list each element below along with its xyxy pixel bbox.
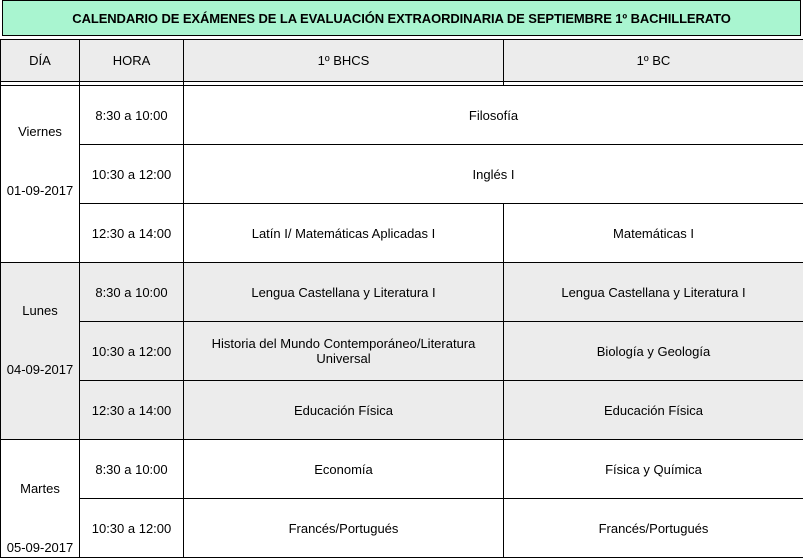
day-name: Viernes — [1, 124, 79, 139]
subject-cell-bhcs: Historia del Mundo Contemporáneo/Literatura Universal — [184, 322, 504, 381]
day-cell-martes — [1, 440, 80, 558]
subject-cell-bc: Física y Química — [504, 440, 803, 499]
time-cell: 8:30 a 10:00 — [80, 440, 184, 499]
subject-cell-bc: Lengua Castellana y Literatura I — [504, 263, 803, 322]
table-row — [1, 204, 803, 263]
day-date: 01-09-2017 — [1, 183, 79, 198]
subject-cell-bhcs: Francés/Portugués — [184, 499, 504, 558]
table-row — [1, 145, 803, 204]
subject-cell-bhcs: Economía — [184, 440, 504, 499]
time-cell: 10:30 a 12:00 — [80, 322, 184, 381]
table-row — [1, 263, 803, 322]
table-row — [1, 440, 803, 499]
table-row — [1, 381, 803, 440]
time-cell: 10:30 a 12:00 — [80, 145, 184, 204]
subject-cell-shared: Inglés I — [184, 145, 803, 204]
table-row — [1, 86, 803, 145]
time-cell: 10:30 a 12:00 — [80, 499, 184, 558]
subject-cell-bhcs: Latín I/ Matemáticas Aplicadas I — [184, 204, 504, 263]
day-date: 05-09-2017 — [1, 540, 79, 555]
time-cell: 12:30 a 14:00 — [80, 204, 184, 263]
time-cell: 12:30 a 14:00 — [80, 381, 184, 440]
exam-calendar-table — [0, 39, 803, 558]
header-day: DÍA — [1, 40, 80, 82]
table-row — [1, 322, 803, 381]
header-group-bhcs: 1º BHCS — [184, 40, 504, 82]
subject-cell-shared: Filosofía — [184, 86, 803, 145]
subject-cell-bhcs: Educación Física — [184, 381, 504, 440]
subject-cell-bc: Matemáticas I — [504, 204, 803, 263]
day-cell-viernes — [1, 86, 80, 263]
day-date: 04-09-2017 — [1, 362, 79, 377]
subject-cell-bc: Educación Física — [504, 381, 803, 440]
table-row — [1, 499, 803, 558]
page-title: CALENDARIO DE EXÁMENES DE LA EVALUACIÓN EXTRAORDINARIA DE SEPTIEMBRE 1º BACHILLERATO — [2, 0, 801, 36]
header-row — [1, 40, 803, 82]
time-cell: 8:30 a 10:00 — [80, 86, 184, 145]
subject-cell-bc: Francés/Portugués — [504, 499, 803, 558]
header-group-bc: 1º BC — [504, 40, 803, 82]
day-cell-lunes — [1, 263, 80, 440]
day-name: Martes — [1, 481, 79, 496]
time-cell: 8:30 a 10:00 — [80, 263, 184, 322]
day-name: Lunes — [1, 303, 79, 318]
header-hour: HORA — [80, 40, 184, 82]
subject-cell-bc: Biología y Geología — [504, 322, 803, 381]
subject-cell-bhcs: Lengua Castellana y Literatura I — [184, 263, 504, 322]
